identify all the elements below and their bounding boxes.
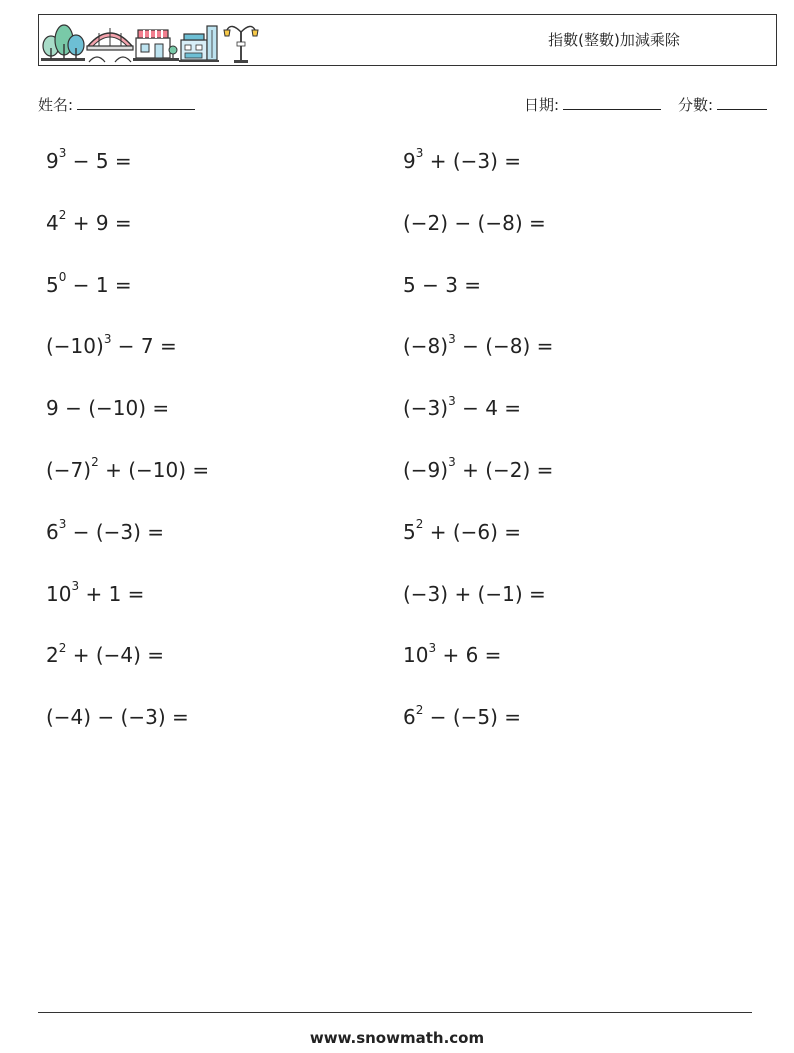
problem-exponent: 3 — [448, 455, 456, 470]
problem-exponent: 3 — [448, 393, 456, 408]
score-line[interactable] — [717, 95, 767, 110]
problem-item — [46, 702, 189, 732]
problem-item — [46, 517, 164, 547]
problem-base: (−8) — [403, 334, 449, 359]
problem-exponent: 2 — [58, 208, 67, 223]
score-label: 分數: — [678, 96, 714, 114]
problem-base: 6 — [46, 519, 59, 544]
problem-exponent: 3 — [428, 640, 437, 655]
date-line[interactable] — [563, 95, 661, 110]
problem-base: (−9) — [403, 458, 449, 482]
name-field[interactable] — [38, 94, 195, 115]
problem-exponent: 2 — [58, 640, 67, 655]
problem-exponent: 3 — [448, 331, 456, 346]
problem-base: 9 − (−10) = — [46, 396, 170, 421]
problem-rest: − 1 = — [66, 272, 132, 297]
problem-item — [403, 640, 501, 670]
footer-divider — [38, 1012, 752, 1013]
shop-icon — [133, 30, 179, 61]
buildings-icon — [179, 26, 219, 62]
date-label: 日期: — [524, 96, 560, 114]
problem-rest: − 7 = — [111, 334, 177, 359]
problem-base: 10 — [403, 643, 429, 668]
problem-base: (−4) − (−3) = — [46, 705, 189, 730]
problem-base: (−10) — [46, 334, 104, 359]
problem-item — [403, 208, 546, 238]
problem-item — [46, 393, 169, 423]
problem-rest: + (−6) = — [423, 519, 522, 544]
problem-rest: + 1 = — [79, 581, 145, 606]
problem-rest: + (−4) = — [66, 643, 165, 668]
problem-base: (−3) + (−1) = — [403, 581, 546, 606]
name-line[interactable] — [77, 95, 195, 110]
problem-base: 5 — [46, 272, 59, 297]
date-field[interactable] — [524, 94, 661, 115]
worksheet-header — [38, 14, 777, 66]
problem-item — [46, 455, 209, 485]
name-label: 姓名: — [38, 96, 74, 114]
problem-rest: + (−2) = — [455, 458, 554, 482]
problem-base: 9 — [46, 149, 59, 173]
problem-base: 5 − 3 = — [403, 272, 482, 297]
problem-rest: + 6 = — [436, 643, 502, 668]
problem-base: (−3) — [403, 396, 449, 421]
problem-exponent: 3 — [58, 146, 67, 161]
streetlamp-icon — [224, 26, 258, 63]
problem-item — [403, 517, 521, 547]
problem-exponent: 3 — [71, 578, 80, 593]
problem-exponent: 3 — [415, 146, 424, 161]
problem-base: (−7) — [46, 458, 92, 482]
problem-item — [403, 393, 521, 423]
problem-item — [46, 331, 177, 361]
problem-item — [46, 579, 144, 609]
problem-base: 9 — [403, 149, 416, 173]
problem-exponent: 2 — [415, 517, 424, 532]
problem-rest: + 9 = — [66, 210, 132, 235]
problem-exponent: 0 — [58, 269, 67, 284]
problem-rest: + (−3) = — [423, 149, 522, 173]
problem-rest: + (−10) = — [98, 458, 210, 482]
problem-base: 10 — [46, 581, 72, 606]
problem-item — [403, 146, 521, 176]
problem-base: 4 — [46, 210, 59, 235]
problem-rest: − (−8) = — [455, 334, 554, 359]
problem-item — [46, 146, 132, 176]
problem-item — [403, 270, 481, 300]
score-field[interactable] — [678, 94, 767, 115]
problem-base: 6 — [403, 705, 416, 730]
worksheet-title: 指數(整數)加減乘除 — [548, 31, 680, 49]
problem-rest: − 4 = — [455, 396, 522, 421]
logo-strip — [41, 18, 263, 64]
problem-item — [46, 640, 164, 670]
problem-item — [46, 208, 132, 238]
footer-url: www.snowmath.com — [309, 1029, 485, 1047]
problem-exponent: 3 — [58, 517, 67, 532]
problem-exponent: 2 — [415, 702, 424, 717]
problem-exponent: 2 — [91, 455, 99, 470]
problem-base: (−2) − (−8) = — [403, 210, 546, 235]
problem-item — [403, 455, 553, 485]
problem-item — [46, 270, 132, 300]
problem-rest: − 5 = — [66, 149, 132, 173]
problem-base: 5 — [403, 519, 416, 544]
problem-exponent: 3 — [103, 331, 112, 346]
problem-base: 2 — [46, 643, 59, 668]
bridge-icon — [87, 28, 133, 62]
problem-rest: − (−5) = — [423, 705, 522, 730]
problem-item — [403, 331, 553, 361]
problem-rest: − (−3) = — [66, 519, 165, 544]
problem-item — [403, 702, 521, 732]
problem-item — [403, 579, 546, 609]
trees-icon — [41, 25, 85, 61]
